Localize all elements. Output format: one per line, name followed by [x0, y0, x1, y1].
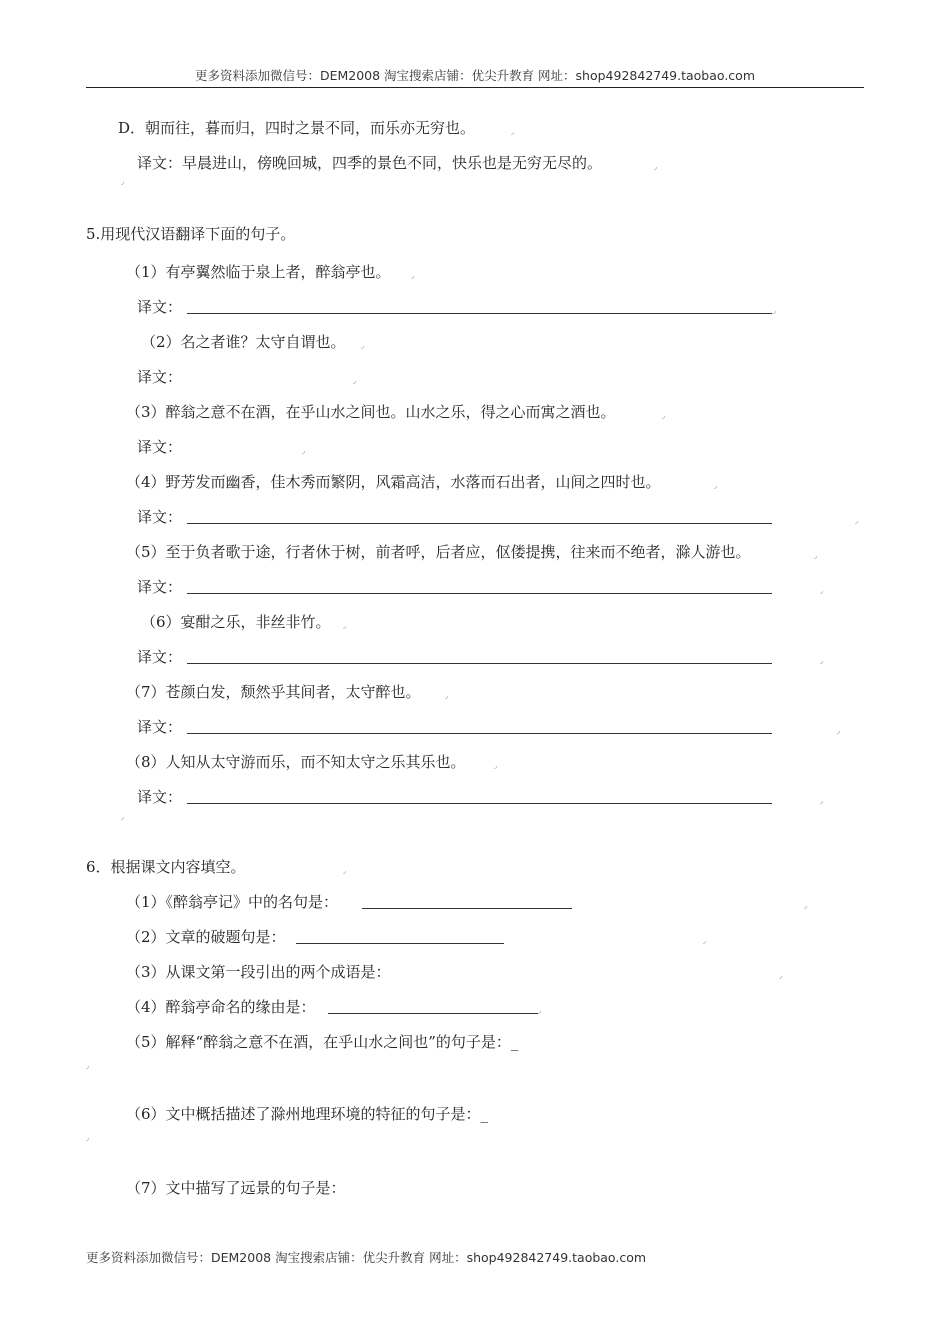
paragraph-mark: ◞ — [511, 127, 515, 136]
paragraph-mark: ◞ — [343, 866, 347, 875]
q5-answer-line-6[interactable] — [187, 663, 772, 664]
q6-item-7: （7）文中描写了远景的句子是： — [126, 1179, 346, 1197]
paragraph-mark: ◞ — [779, 971, 783, 980]
paragraph-mark: ◞ — [820, 586, 824, 595]
q5-label-8: 译文： — [137, 788, 183, 806]
page-footer: 更多资料添加微信号：DEM2008 淘宝搜索店铺：优尖升教育 网址：shop492842749.taobao.com — [86, 1250, 647, 1265]
q5-label-1: 译文： — [137, 298, 183, 316]
paragraph-mark: ◞ — [353, 376, 357, 385]
q5-answer-line-7[interactable] — [187, 733, 772, 734]
q6-item-4: （4）醉翁亭命名的缘由是： — [126, 998, 316, 1016]
header-divider — [86, 87, 864, 88]
q5-answer-line-5[interactable] — [187, 593, 772, 594]
q5-sentence-8: （8）人知从太守游而乐，而不知太守之乐其乐也。 — [126, 753, 466, 771]
q6-answer-line-4[interactable] — [328, 1013, 538, 1014]
q6-item-6: （6）文中概括描述了滁州地理环境的特征的句子是：_ — [126, 1105, 489, 1123]
paragraph-mark: ◞ — [494, 761, 498, 770]
q5-sentence-7: （7）苍颜白发，颓然乎其间者，太守醉也。 — [126, 683, 421, 701]
paragraph-mark: ◞ — [538, 1006, 542, 1015]
q5-label-7: 译文： — [137, 718, 183, 736]
q6-answer-line-1[interactable] — [362, 908, 572, 909]
q5-title: 5.用现代汉语翻译下面的句子。 — [86, 225, 296, 243]
paragraph-mark: ◞ — [302, 446, 306, 455]
q5-answer-line-1[interactable] — [187, 313, 772, 314]
q5-sentence-3: （3）醉翁之意不在酒，在乎山水之间也。山水之乐，得之心而寓之酒也。 — [126, 403, 616, 421]
paragraph-mark: ◞ — [714, 481, 718, 490]
q5-sentence-5: （5）至于负者歌于途，行者休于树，前者呼，后者应，伛偻提携，往来而不绝者，滁人游也。 — [126, 543, 751, 561]
paragraph-mark: ◞ — [86, 1133, 90, 1142]
q6-item-5: （5）解释“醉翁之意不在酒，在乎山水之间也”的句子是：_ — [126, 1033, 519, 1051]
paragraph-mark: ◞ — [662, 411, 666, 420]
q5-label-6: 译文： — [137, 648, 183, 666]
paragraph-mark: ◞ — [837, 726, 841, 735]
q6-item-1: （1）《醉翁亭记》中的名句是： — [126, 893, 339, 911]
q6-item-2: （2）文章的破题句是： — [126, 928, 286, 946]
q5-sentence-2: （2）名之者谁？太守自谓也。 — [141, 333, 346, 351]
q6-item-3: （3）从课文第一段引出的两个成语是： — [126, 963, 391, 981]
option-d-translation: 译文：早晨进山，傍晚回城，四季的景色不同，快乐也是无穷无尽的。 — [137, 154, 603, 172]
q5-answer-line-8[interactable] — [187, 803, 772, 804]
paragraph-mark: ◞ — [654, 162, 658, 171]
option-d-text: D．朝而往，暮而归，四时之景不同，而乐亦无穷也。 — [118, 119, 476, 137]
paragraph-mark: ◞ — [820, 656, 824, 665]
paragraph-mark: ◞ — [445, 691, 449, 700]
q5-label-5: 译文： — [137, 578, 183, 596]
paragraph-mark: ◞ — [773, 306, 777, 315]
page-header: 更多资料添加微信号：DEM2008 淘宝搜索店铺：优尖升教育 网址：shop492842749.taobao.com — [194, 68, 756, 83]
paragraph-mark: ◞ — [361, 341, 365, 350]
q6-answer-line-2[interactable] — [296, 943, 504, 944]
paragraph-mark: ◞ — [820, 796, 824, 805]
paragraph-mark: ◞ — [814, 551, 818, 560]
q5-sentence-4: （4）野芳发而幽香，佳木秀而繁阴，风霜高洁，水落而石出者，山间之四时也。 — [126, 473, 661, 491]
paragraph-mark: ◞ — [121, 812, 125, 821]
q5-sentence-6: （6）宴酣之乐，非丝非竹。 — [141, 613, 331, 631]
paragraph-mark: ◞ — [121, 177, 125, 186]
paragraph-mark: ◞ — [86, 1061, 90, 1070]
q5-answer-line-4[interactable] — [187, 523, 772, 524]
q6-title: 6．根据课文内容填空。 — [86, 858, 246, 876]
q5-sentence-1: （1）有亭翼然临于泉上者，醉翁亭也。 — [126, 263, 391, 281]
q5-label-3: 译文： — [137, 438, 183, 456]
paragraph-mark: ◞ — [703, 936, 707, 945]
paragraph-mark: ◞ — [411, 271, 415, 280]
paragraph-mark: ◞ — [804, 901, 808, 910]
q5-label-4: 译文： — [137, 508, 183, 526]
paragraph-mark: ◞ — [855, 516, 859, 525]
q5-label-2: 译文： — [137, 368, 183, 386]
paragraph-mark: ◞ — [343, 621, 347, 630]
